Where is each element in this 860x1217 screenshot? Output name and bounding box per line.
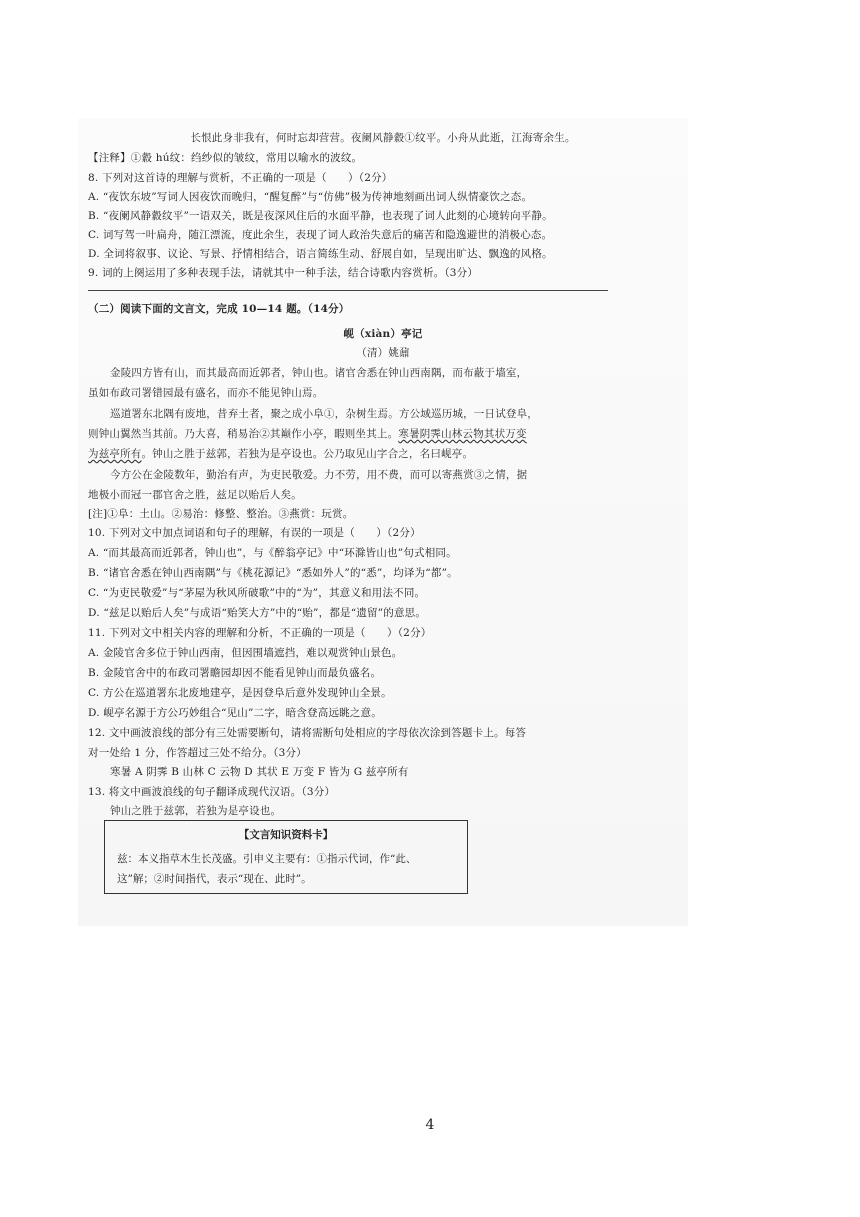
essay-p2-line3 (88, 447, 473, 461)
q8-option-d: D. 全词将叙事、议论、写景、抒情相结合，语言简练生动、舒展自如，呈现出旷达、飘逸的风格。 (88, 248, 553, 260)
page-number: 4 (425, 1117, 435, 1133)
essay-p3-line1: 今方公在金陵数年，勤治有声，为吏民敬爱。力不劳，用不费，而可以寄燕赏③之情，据 (110, 469, 528, 481)
section2-heading: （二）阅读下面的文言文，完成 10—14 题。（14分） (88, 303, 350, 315)
knowledge-card-line1: 兹：本义指草木生长茂盛。引申义主要有：①指示代词，作“此、 (117, 853, 417, 865)
q11-option-a: A. 金陵官舍多位于钟山西南，但因围墙遮挡，难以观赏钟山景色。 (88, 647, 403, 659)
essay-p1-line1: 金陵四方皆有山，而其最高而近郭者，钟山也。诸官舍悉在钟山西南隅，而布蔽于墙室， (110, 367, 528, 379)
section-divider (88, 290, 608, 291)
essay-p2-line2-text: 则钟山翼然当其前。乃大喜，稍易治②其巅作小亭，暇则坐其上。 (88, 428, 399, 440)
q10-option-b: B. “诸官舍悉在钟山西南隅”与《桃花源记》“悉如外人”的“悉”，均译为“都”。 (88, 567, 458, 579)
q8-stem: 8. 下列对这首诗的理解与赏析，不正确的一项是（ ）（2分） (88, 172, 393, 184)
essay-author: （清）姚鼐 (356, 347, 410, 359)
essay-p1-line2: 虽如布政司署错园最有盛名，而亦不能见钟山焉。 (88, 387, 324, 399)
q13-stem: 13. 将文中画波浪线的句子翻译成现代汉语。（3分） (88, 786, 336, 798)
q10-option-a: A. “而其最高而近郭者，钟山也”，与《醉翁亭记》中“环滁皆山也”句式相同。 (88, 547, 457, 559)
q12-stem-line1: 12. 文中画波浪线的部分有三处需要断句，请将需断句处相应的字母依次涂到答题卡上。每答 (88, 727, 527, 739)
q8-option-b: B. “夜阑风静縠纹平”一语双关，既是夜深风住后的水面平静，也表现了词人此刻的心境转向平静。 (88, 210, 553, 222)
essay-title: 岘（xiàn）亭记 (343, 328, 423, 340)
knowledge-card (104, 820, 468, 894)
q11-option-c: C. 方公在巡道署东北废地建亭，是因登阜后意外发现钟山全景。 (88, 687, 392, 699)
q8-option-c: C. 词写驾一叶扁舟，随江漂流，度此余生，表现了词人政治失意后的痛苦和隐逸避世的消极心态。 (88, 229, 553, 241)
q10-option-c: C. “为吏民敬爱”与“茅屋为秋风所破歌”中的“为”，其意义和用法不同。 (88, 587, 426, 599)
q11-option-d: D. 岘亭名源于方公巧妙组合“见山”二字，暗含登高远眺之意。 (88, 707, 382, 719)
q10-option-d: D. “兹足以贻后人矣”与成语“贻笑大方”中的“贻”，都是“遗留”的意思。 (88, 607, 427, 619)
q12-stem-line2: 对一处给 1 分，作答超过三处不给分。（3分） (88, 747, 307, 759)
essay-annotation: [注]①阜：土山。②易治：修整、整治。③燕赏：玩赏。 (88, 508, 354, 520)
q12-punctuation-line: 寒暑 A 阴霁 B 山林 C 云物 D 其状 E 万变 F 皆为 G 兹亭所有 (110, 766, 409, 778)
q9-stem: 9. 词的上阕运用了多种表现手法，请就其中一种手法，结合诗歌内容赏析。（3分） (88, 267, 479, 279)
wavy-underlined-phrase: 寒暑阴霁山林云物其状万变 (398, 428, 527, 440)
essay-p2-line2 (88, 427, 527, 441)
poem-note: 【注释】①縠 hú纹：绉纱似的皱纹，常用以喻水的波纹。 (88, 152, 363, 164)
q10-stem: 10. 下列对文中加点词语和句子的理解，有误的一项是（ ）（2分） (88, 527, 421, 539)
poem-tail: 长恨此身非我有，何时忘却营营。夜阑风静縠①纹平。小舟从此逝，江海寄余生。 (190, 132, 576, 144)
q11-stem: 11. 下列对文中相关内容的理解和分析，不正确的一项是（ ）（2分） (88, 627, 432, 639)
q11-option-b: B. 金陵官舍中的布政司署瞻园却因不能看见钟山而最负盛名。 (88, 667, 382, 679)
q8-option-a: A. “夜饮东坡”写词人因夜饮而晚归，“醒复醉”与“仿佛”极为传神地刻画出词人纵情豪饮之态。 (88, 191, 533, 203)
essay-p2-line3-text: 。钟山之胜于兹郭，若独为是亭设也。公乃取见山字合之，名曰岘亭。 (141, 448, 474, 460)
knowledge-card-line2: 这”解；②时间指代，表示“现在、此时”。 (117, 873, 312, 885)
q13-sentence: 钟山之胜于兹郭，若独为是亭设也。 (110, 805, 282, 817)
essay-p2-line1: 巡道署东北隅有废地，昔弃土者，聚之成小阜①，杂树生焉。方公域巡历城，一日试登阜， (110, 408, 538, 420)
essay-p3-line2: 地极小而冠一郡官舍之胜，兹足以贻后人矣。 (88, 489, 302, 501)
knowledge-card-title: 【文言知识资料卡】 (238, 829, 334, 841)
wavy-underlined-phrase-end: 为兹亭所有 (88, 448, 142, 460)
